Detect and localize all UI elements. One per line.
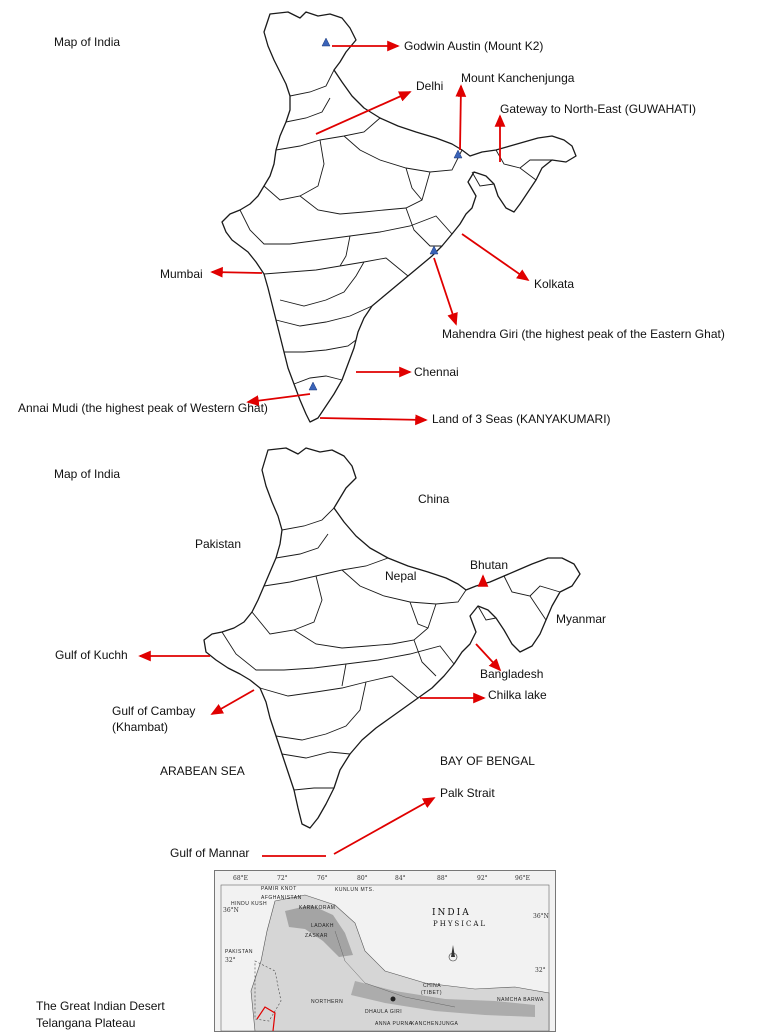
label-china: China	[418, 492, 450, 506]
lon-tick: 96°E	[515, 875, 531, 882]
arrow-kolkata	[462, 234, 528, 280]
arrow-kanchenjunga	[460, 86, 461, 150]
peak-marker-mahendra	[430, 246, 438, 254]
label-delhi: Delhi	[416, 79, 444, 93]
lon-tick: 88°	[437, 875, 448, 882]
place-label: AFGHANISTAN	[261, 895, 302, 901]
place-label: HINDU KUSH	[231, 901, 268, 907]
lon-tick: 68°E	[233, 875, 249, 882]
map-sheet-3	[0, 864, 768, 1030]
lat-tick: 36°N	[533, 913, 549, 920]
label-bhutan: Bhutan	[470, 558, 509, 572]
arrow-kanyakumari	[320, 418, 426, 420]
label-pakistan: Pakistan	[195, 537, 242, 551]
place-label: KARAKORAM	[299, 905, 336, 911]
label-great-indian-desert: The Great Indian Desert	[36, 999, 165, 1013]
label-guwahati: Gateway to North-East (GUWAHATI)	[500, 102, 697, 116]
place-label: KUNLUN MTS.	[335, 887, 375, 893]
place-label: DHAULA GIRI	[365, 1009, 403, 1015]
label-k2: Godwin Austin (Mount K2)	[404, 39, 544, 53]
arrow-mahendra	[434, 258, 456, 324]
place-label: (TIBET)	[421, 990, 442, 996]
label-cambay: Gulf of Cambay	[112, 704, 196, 718]
lat-tick: 36°N	[223, 907, 239, 914]
label-bangladesh: Bangladesh	[480, 667, 544, 681]
place-label: NAMCHA BARWA	[497, 997, 544, 1003]
place-label: ZASKAR	[305, 933, 329, 939]
label-myanmar: Myanmar	[556, 612, 607, 626]
lat-tick: 32°	[535, 967, 546, 974]
lon-tick: 84°	[395, 875, 406, 882]
label-khambat: (Khambat)	[112, 720, 169, 734]
place-label: NORTHERN	[311, 999, 344, 1005]
place-label: LADAKH	[311, 923, 335, 929]
label-telangana-plateau: Telangana Plateau	[36, 1016, 136, 1030]
lon-tick: 76°	[317, 875, 328, 882]
label-chilka: Chilka lake	[488, 688, 547, 702]
arrow-palk	[334, 798, 434, 854]
map-sheet-2	[0, 440, 768, 864]
state-borders	[222, 508, 560, 790]
label-kanchenjunga: Mount Kanchenjunga	[461, 71, 575, 85]
label-bay-of-bengal: BAY OF BENGAL	[440, 754, 535, 768]
lat-tick: 32°	[225, 957, 236, 964]
arrow-mumbai	[212, 272, 262, 273]
label-kuchh: Gulf of Kuchh	[55, 648, 128, 662]
india-outline-map-1	[0, 0, 768, 440]
label-kolkata: Kolkata	[534, 277, 575, 291]
label-gulf-of-mannar: Gulf of Mannar	[170, 846, 250, 860]
place-label: CHINA	[423, 983, 442, 989]
label-kanyakumari: Land of 3 Seas (KANYAKUMARI)	[432, 412, 611, 426]
map-2-title: Map of India	[54, 467, 121, 481]
lon-tick: 72°	[277, 875, 288, 882]
label-annai: Annai Mudi (the highest peak of Western Ghat)	[18, 401, 268, 415]
peak-marker-k2	[322, 38, 330, 46]
place-label: KANCHENJUNGA	[411, 1021, 459, 1027]
label-palk-strait: Palk Strait	[440, 786, 495, 800]
arrow-cambay	[212, 690, 254, 714]
physical-map-subtitle: PHYSICAL	[433, 920, 488, 928]
lon-tick: 92°	[477, 875, 488, 882]
india-outline	[204, 448, 580, 828]
physical-map-image	[214, 870, 556, 1032]
physical-map-title: INDIA	[432, 908, 471, 918]
place-label: PAMIR KNOT	[261, 886, 297, 892]
place-label: ANNA PURNA	[375, 1021, 413, 1027]
lon-tick: 80°	[357, 875, 368, 882]
label-chennai: Chennai	[414, 365, 459, 379]
map-sheet-1	[0, 0, 768, 440]
label-nepal: Nepal	[385, 569, 417, 583]
place-label: PAKISTAN	[225, 949, 253, 955]
label-mumbai: Mumbai	[160, 267, 203, 281]
label-arabian-sea: ARABEAN SEA	[160, 764, 245, 778]
map-1-title: Map of India	[54, 35, 121, 49]
peak-marker-annai	[309, 382, 317, 390]
peak-marker-kanchenjunga	[454, 150, 462, 158]
label-mahendra: Mahendra Giri (the highest peak of the Eastern Ghat)	[442, 327, 725, 341]
